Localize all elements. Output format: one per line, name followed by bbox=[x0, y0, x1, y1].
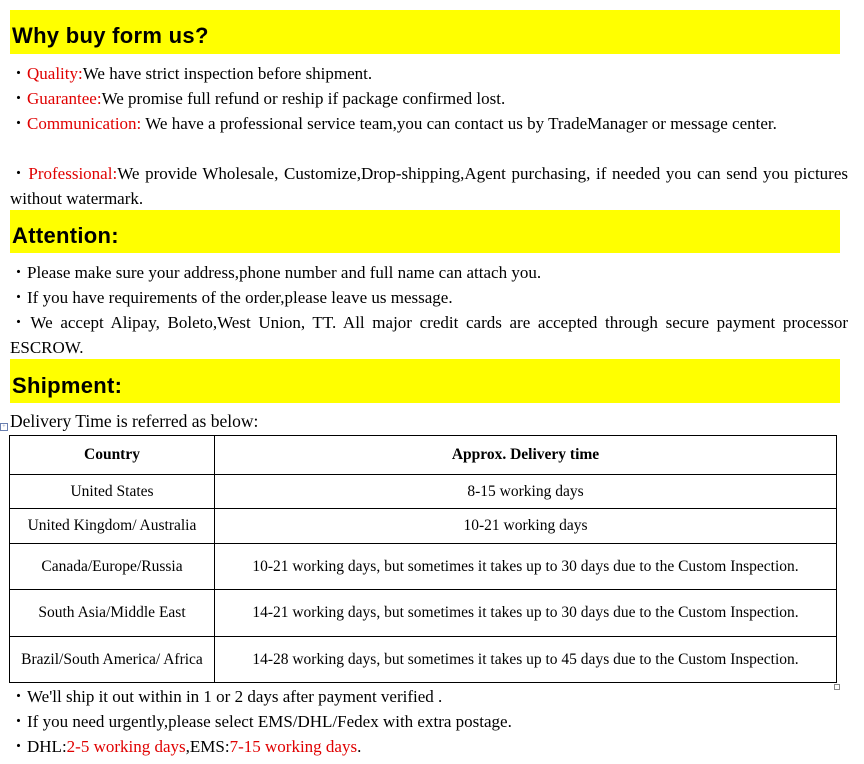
attention-heading: Attention: bbox=[10, 210, 840, 253]
why-item-label: Communication: bbox=[27, 114, 142, 133]
why-item-text: We have strict inspection before shipment. bbox=[82, 64, 373, 83]
table-row bbox=[10, 590, 837, 637]
attention-item bbox=[10, 285, 848, 310]
country-cell: Canada/Europe/Russia bbox=[10, 544, 215, 590]
country-cell: South Asia/Middle East bbox=[10, 590, 215, 637]
dhl-value: 2-5 working days bbox=[66, 737, 186, 756]
country-cell: United Kingdom/ Australia bbox=[10, 509, 215, 544]
shipment-express-note bbox=[10, 734, 848, 759]
why-item-guarantee bbox=[10, 86, 848, 111]
why-heading: Why buy form us? bbox=[10, 10, 840, 54]
why-item-professional bbox=[10, 161, 848, 211]
why-item-communication bbox=[10, 111, 848, 136]
delivery-cell: 8-15 working days bbox=[215, 475, 837, 509]
shipment-note bbox=[10, 684, 848, 709]
why-item-text: We provide Wholesale, Customize,Drop-shipping,Agent purchasing, if needed you can send you pictures without watermark. bbox=[10, 164, 849, 208]
header-delivery-time: Approx. Delivery time bbox=[215, 436, 837, 475]
bullet: ・ bbox=[10, 737, 27, 756]
attention-item-text: If you have requirements of the order,please leave us message. bbox=[27, 288, 453, 307]
why-item-label: Professional: bbox=[28, 164, 118, 183]
shipment-note-text: We'll ship it out within in 1 or 2 days after payment verified . bbox=[27, 687, 443, 706]
ems-value: 7-15 working days bbox=[229, 737, 358, 756]
bullet: ・ bbox=[10, 263, 27, 282]
table-row bbox=[10, 475, 837, 509]
attention-item bbox=[10, 260, 848, 285]
bullet: ・ bbox=[10, 288, 27, 307]
period: . bbox=[357, 737, 362, 756]
table-row bbox=[10, 509, 837, 544]
delivery-cell: 14-28 working days, but sometimes it takes up to 45 days due to the Custom Inspection. bbox=[215, 637, 837, 683]
delivery-table bbox=[9, 435, 837, 683]
bullet: ・ bbox=[10, 313, 31, 332]
table-anchor-icon[interactable]: + bbox=[0, 423, 8, 431]
country-cell: Brazil/South America/ Africa bbox=[10, 637, 215, 683]
bullet: ・ bbox=[10, 114, 27, 133]
bullet: ・ bbox=[10, 89, 27, 108]
delivery-cell: 10-21 working days bbox=[215, 509, 837, 544]
why-item-text: We promise full refund or reship if package confirmed lost. bbox=[101, 89, 506, 108]
ems-label: ,EMS: bbox=[185, 737, 230, 756]
attention-item bbox=[10, 310, 848, 360]
why-item-text: We have a professional service team,you can contact us by TradeManager or message center. bbox=[141, 114, 777, 133]
dhl-label: DHL: bbox=[27, 737, 67, 756]
bullet: ・ bbox=[10, 687, 27, 706]
table-row bbox=[10, 637, 837, 683]
why-item-label: Guarantee: bbox=[27, 89, 102, 108]
shipment-heading: Shipment: bbox=[10, 359, 840, 403]
bullet: ・ bbox=[10, 64, 27, 83]
table-header-row bbox=[10, 436, 837, 475]
why-item-label: Quality: bbox=[27, 64, 83, 83]
attention-item-text: Please make sure your address,phone number and full name can attach you. bbox=[27, 263, 542, 282]
header-country: Country bbox=[10, 436, 215, 475]
shipment-note bbox=[10, 709, 848, 734]
country-cell: United States bbox=[10, 475, 215, 509]
shipment-note-text: If you need urgently,please select EMS/DHL/Fedex with extra postage. bbox=[27, 712, 512, 731]
delivery-cell: 14-21 working days, but sometimes it takes up to 30 days due to the Custom Inspection. bbox=[215, 590, 837, 637]
bullet: ・ bbox=[10, 164, 29, 183]
bullet: ・ bbox=[10, 712, 27, 731]
attention-item-text: We accept Alipay, Boleto,West Union, TT. All major credit cards are accepted through secure payment processor ESCROW. bbox=[10, 313, 848, 357]
why-item-quality bbox=[10, 61, 848, 86]
table-row bbox=[10, 544, 837, 590]
delivery-cell: 10-21 working days, but sometimes it takes up to 30 days due to the Custom Inspection. bbox=[215, 544, 837, 590]
delivery-intro: Delivery Time is referred as below: bbox=[10, 411, 259, 431]
